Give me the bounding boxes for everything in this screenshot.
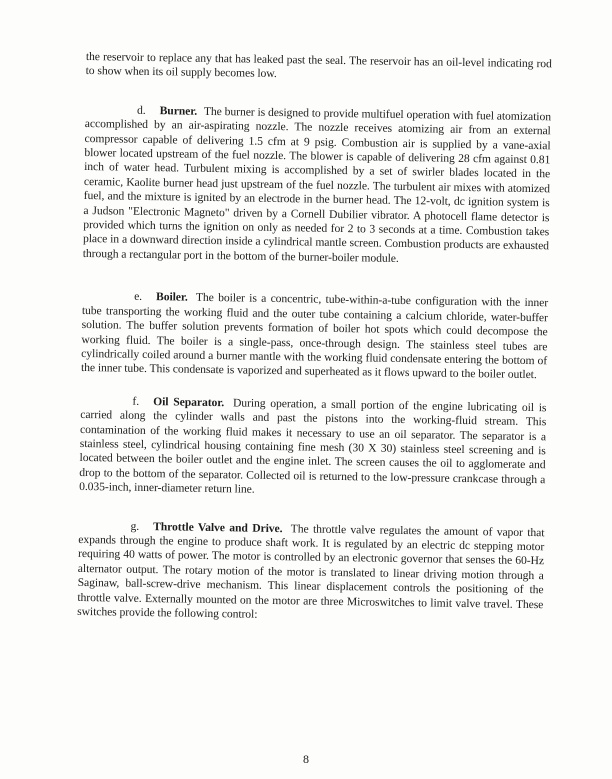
section-text: During operation, a small portion of the engine lubricating oil is carried along the cylinder walls and past the pistons into the working-fluid stream. This contamination of the working fluid makes it necessary to use an oil separator. The separator is a stainless steel, cylindrical housing containing fine mesh (30 X 30) stainless steel screening and is located between the boiler outlet and the engine inlet. The screen causes the oil to agglomerate and drop to the bottom of the separator. Collected oil is returned to the low-pressure crankcase through a 0.035-inch, inner-diameter return line.	[79, 396, 547, 496]
page-number: 8	[303, 752, 309, 766]
section-text: The throttle valve regulates the amount of vapor that expands through the engine to produce shaft work. It is regulated by an electric dc stepping motor requiring 40 watts of power. The motor is controlled by an electronic governor that senses the 60-Hz alternator output. The rotary motion of the motor is translated to linear driving motion through a Saginaw, ball-screw-drive mechanism. This linear displacement controls the positioning of the throttle valve. Externally mounted on the motor are three Microswitches to limit valve travel. These switches provide the following control:	[77, 521, 545, 621]
section-text: The burner is designed to provide multifuel operation with fuel atomization accomplished by an air-aspirating nozzle. The nozzle receives atomizing air from an external compressor capable of delivering 1.5 cfm at 9 psig. Combustion air is supplied by a vane-axial blower located upstream of the fuel nozzle. The blower is capable of delivering 28 cfm against 0.81 inch of water head. Turbulent mixing is accomplished by a set of swirler blades located in the ceramic, Kaolite burner head just upstream of the fuel nozzle. The turbulent air mixes with atomized fuel, and the mixture is ignited by an electrode in the burner head. The 12-volt, dc ignition system is a Judson "Electronic Magneto" driven by a Cornell Dubilier vibrator. A photocell flame detector is provided which turns the ignition on only as needed for 2 to 3 seconds at a time. Combustion takes place in a downward direction inside a cylindrical mantle screen. Combustion products are exhausted through a rectangular port in the bottom of the burner-boiler module.	[82, 104, 552, 265]
section-letter: f.	[132, 394, 140, 408]
section-heading: Throttle Valve and Drive.	[153, 519, 283, 535]
section-heading: Oil Separator.	[153, 394, 225, 409]
oil-separator-paragraph	[79, 394, 547, 502]
section-text: The boiler is a concentric, tube-within-a-tube configuration with the inner tube transporting the working fluid and the outer tube containing a calcium chloride, water-buffer solution. The buffer solution prevents formation of boiler hot spots which could decompose the working fluid. The boiler is a single-pass, once-through design. The stainless steel tubes are cylindrically coiled around a burner mantle with the working fluid condensate entering the bottom of the inner tube. This condensate is vaporized and superheated as it flows upward to the boiler outlet.	[80, 291, 549, 382]
section-heading: Burner.	[159, 103, 198, 118]
section-heading: Boiler.	[155, 290, 188, 304]
throttle-valve-paragraph	[77, 519, 545, 627]
page-body	[77, 50, 552, 627]
section-letter: d.	[136, 103, 146, 117]
section-letter: e.	[134, 290, 143, 304]
section-letter: g.	[130, 519, 140, 533]
burner-paragraph	[83, 103, 551, 269]
intro-paragraph: the reservoir to replace any that has leaked past the seal. The reservoir has an oil-level indicating rod to show when its oil supply becomes low.	[85, 50, 552, 81]
boiler-paragraph	[81, 289, 548, 383]
